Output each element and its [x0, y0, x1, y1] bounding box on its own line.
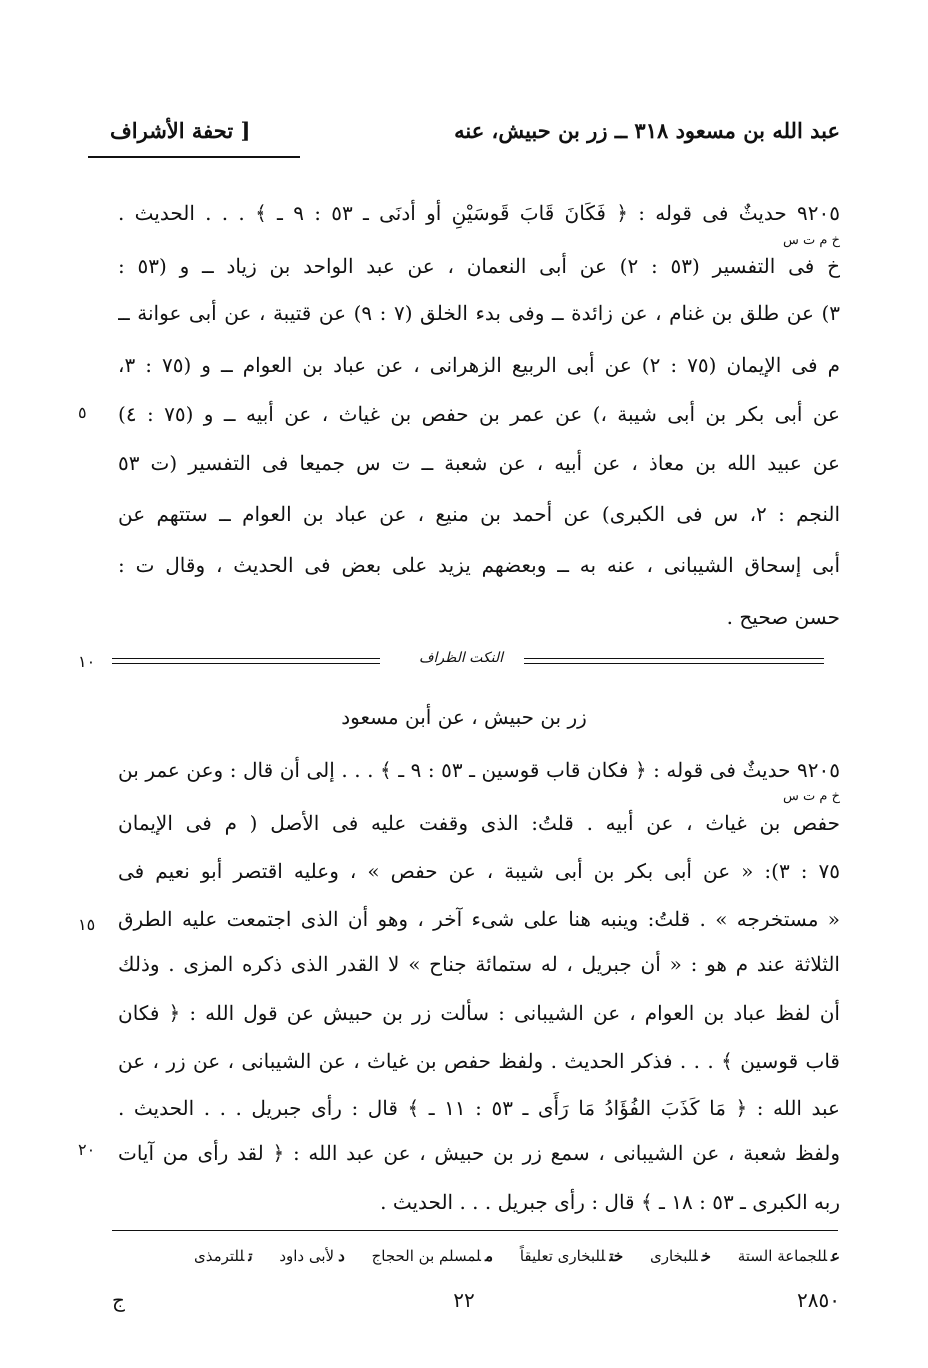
abbreviation-item: تللترمذى — [193, 1247, 253, 1265]
line-number-15: ١٥ — [78, 915, 96, 934]
page-number: ٢٢ — [453, 1288, 475, 1312]
gathering-mark: ج — [112, 1288, 125, 1312]
entry1-line-4: م فى الإيمان (٧٥ : ٢) عن أبى الربيع الزهرانى ، عن عباد بن العوام ــ و (٧٥ : ٣، — [118, 353, 840, 377]
entry2-line-8: عبد الله : ﴿ مَا كَذَبَ الفُؤَادُ مَا رَأَى ـ ٥٣ : ١١ ـ ﴾ قال : رأى جبريل . . . الحديث . — [118, 1096, 840, 1120]
abbreviation-item: خللبخارى — [649, 1247, 711, 1265]
entry1-line-6: عن عبيد الله بن معاذ ، عن أبيه ، عن شعبة ــ ت س جميعا فى التفسير (ت ٥٣ — [118, 451, 840, 475]
abbreviation-item: عللجماعة الستة — [737, 1247, 840, 1265]
running-header — [90, 118, 840, 158]
abbreviation-item: دلأبى داود — [279, 1247, 345, 1265]
entry2-line-1: ٩٢٠٥ حديثٌ فى قوله : ﴿ فكان قاب قوسين ـ ٥٣ : ٩ ـ ﴾ . . . إلى أن قال : وعن عمر بن — [118, 758, 840, 782]
entry1-line-9: حسن صحيح . — [726, 605, 840, 629]
abbreviation-item: ملمسلم بن الحجاج — [371, 1247, 494, 1265]
entry2-line-3: ٧٥ : ٣): « عن أبى بكر بن أبى شيبة ، عن حفص » ، وعليه اقتصر أبو نعيم فى — [118, 859, 840, 883]
header-book-title: [ تحفة الأشراف — [110, 118, 251, 143]
entry1-line-7: النجم : ٢، س فى الكبرى) عن أحمد بن منيع ، عن عباد بن العوام ــ ستتهم عن — [118, 502, 840, 526]
entry2-line-7: قاب قوسين ﴾ . . . فذكر الحديث . ولفظ حفص بن غياث ، عن الشيبانى ، عن زر ، عن — [118, 1049, 840, 1073]
entry2-line-2: حفص بن غياث ، عن أبيه . قلتُ: الذى وقفت عليه فى الأصل ( م فى الإيمان — [118, 811, 840, 835]
entry2-line-5: الثلاثة عند م هو : « أن جبريل ، له ستمائة جناح » لا القدر الذى ذكره المزى . وذلك — [118, 952, 840, 976]
divider-label: النكت الظراف — [418, 650, 504, 666]
abbreviation-key — [110, 1240, 840, 1272]
entry2-line-9: ولفظ شعبة ، عن الشيبانى ، سمع زر بن حبيش ، عن عبد الله : ﴿ لقد رأى من آيات — [118, 1141, 840, 1165]
entry1-sigla: خ م ت س — [783, 233, 840, 248]
line-number-5: ٥ — [78, 403, 87, 422]
divider-double-rule-right — [524, 658, 824, 664]
header-rule — [88, 156, 300, 158]
footnote-rule — [112, 1230, 838, 1231]
divider-double-rule-left — [112, 658, 380, 664]
entry2-sigla: خ م ت س — [783, 789, 840, 804]
entry1-line-8: أبى إسحاق الشيبانى ، عنه به ــ وبعضهم يزيد على بعض فى الحديث ، وقال ت : — [118, 553, 840, 577]
entry2-line-4: « مستخرجه » . قلتُ: وينبه هنا على شىء آخر ، وهو أن الذى اجتمعت عليه الطرق — [118, 907, 840, 931]
header-title: عبد الله بن مسعود ٣١٨ ــ زر بن حبيش، عنه — [454, 118, 840, 143]
abbreviation-item: ختللبخارى تعليقاً — [519, 1247, 624, 1265]
entry1-line-1: ٩٢٠٥ حديثٌ فى قوله : ﴿ فَكَانَ قَابَ قَوسَيْنِ أو أدنَى ـ ٥٣ : ٩ ـ ﴾ . . . الحديث . — [118, 201, 840, 225]
signature-number: ٢٨٥٠ — [797, 1288, 840, 1312]
section-divider — [112, 650, 824, 674]
section-subtitle: زر بن حبيش ، عن أبن مسعود — [341, 705, 587, 729]
entry2-line-6: أن لفظ عباد بن العوام ، عن الشيبانى : سألت زر بن حبيش عن قول الله : ﴿ فكان — [118, 1001, 840, 1025]
entry1-line-5: عن أبى بكر بن أبى شيبة ،) عن عمر بن حفص بن غياث ، عن أبيه ــ و (٧٥ : ٤) — [118, 402, 840, 426]
entry2-line-10: ربه الكبرى ـ ٥٣ : ١٨ ـ ﴾ قال : رأى جبريل . . . الحديث . — [380, 1190, 840, 1214]
entry1-line-3: ٣) عن طلق بن غنام ، عن زائدة ــ وفى بدء الخلق (٧ : ٩) عن قتيبة ، عن أبى عوانة ــ — [118, 301, 840, 325]
line-number-20: ٢٠ — [78, 1140, 96, 1159]
entry1-line-2: خ فى التفسير (٥٣ : ٢) عن أبى النعمان ، عن عبد الواحد بن زياد ــ و (٥٣ : — [118, 254, 840, 278]
line-number-10: ١٠ — [78, 652, 96, 671]
